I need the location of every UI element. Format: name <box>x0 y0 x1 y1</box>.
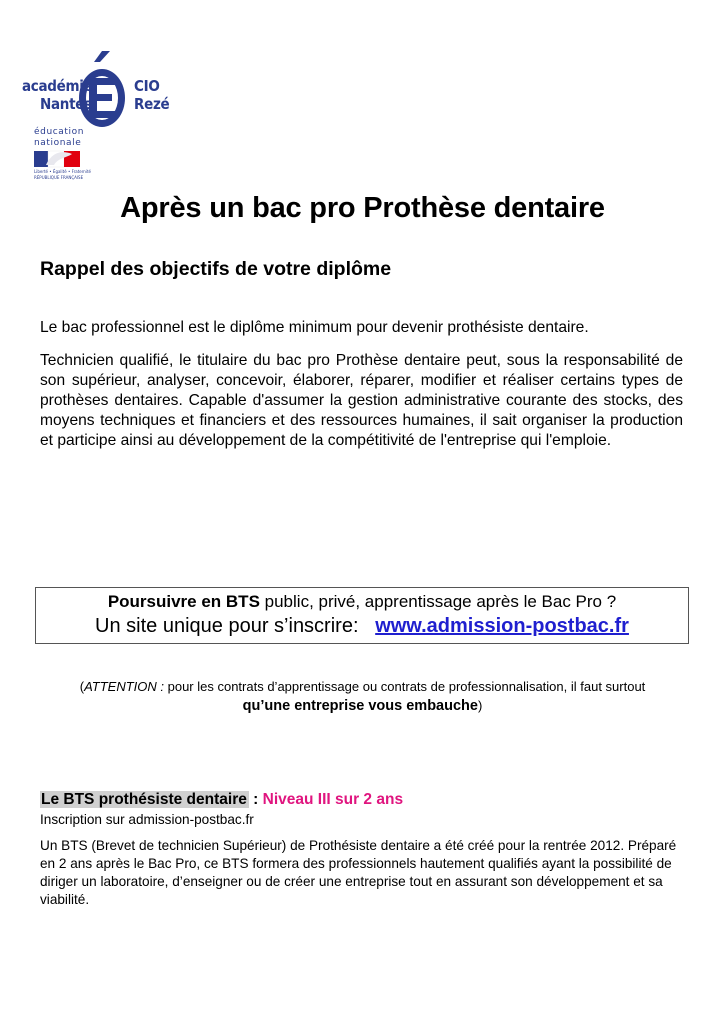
academie-e-emblem-icon <box>22 48 182 183</box>
logo-reze-text: Rezé <box>134 95 170 113</box>
bts-name-highlight: Le BTS prothésiste dentaire <box>41 791 247 808</box>
attention-open-paren: ( <box>79 679 85 694</box>
objectives-heading: Rappel des objectifs de votre diplôme <box>40 258 392 280</box>
attention-note <box>0 677 725 716</box>
academie-cio-logo <box>22 48 182 183</box>
logo-nantes-text: Nantes <box>40 95 92 113</box>
bts-inscription-text: Inscription sur admission-postbac.fr <box>40 812 254 827</box>
attention-text: pour les contrats d’apprentissage ou contrats de professionnalisation, il faut surtout <box>164 679 646 694</box>
logo-academie-text: académie <box>22 77 93 95</box>
bts-box-bold-text: Poursuivre en BTS <box>107 592 260 611</box>
attention-strong-text: qu’une entreprise vous embauche <box>242 698 478 714</box>
bts-box-line2 <box>36 613 688 639</box>
bts-description-paragraph: Un BTS (Brevet de technicien Supérieur) de Prothésiste dentaire a été créé pour la rentrée 2012. Préparé en 2 ans après le Bac Pro, ce BTS formera des professionnels hautement qualifiés ayant la possibilité de diriger un laboratoire, d’enseigner ou de créer une entreprise tout en assurant son développement et sa viabilité. <box>40 838 677 907</box>
bts-box-site-text: Un site unique pour s’inscrire: <box>95 615 359 637</box>
bts-title-separator: : <box>248 791 263 808</box>
logo-education-text: éducation <box>34 127 85 137</box>
logo-cio-text: CIO <box>134 77 160 95</box>
attention-label: ATTENTION : <box>84 679 164 694</box>
bts-section-title <box>40 790 403 810</box>
technicien-paragraph: Technicien qualifié, le titulaire du bac pro Prothèse dentaire peut, sous la responsabilité de son supérieur, analyser, concevoir, élaborer, réparer, modifier et réaliser certains types de prothèses dentaires. Capable d'assumer la gestion administrative courante des stocks, des moyens techniques et financiers et des ressources humaines, il sait organiser la production et participe ainsi au développement de la compétitivité de l'entreprise qui l'emploie. <box>40 352 683 449</box>
logo-motto-text: Liberté • Égalité • Fraternité <box>34 169 91 174</box>
logo-nationale-text: nationale <box>34 138 82 148</box>
attention-close-paren: ) <box>477 698 483 713</box>
page-title: Après un bac pro Prothèse dentaire <box>120 192 605 224</box>
bts-info-box <box>35 587 689 644</box>
minimum-diploma-paragraph: Le bac professionnel est le diplôme minimum pour devenir prothésiste dentaire. <box>40 319 589 336</box>
logo-republique-text: RÉPUBLIQUE FRANÇAISE <box>34 175 84 180</box>
bts-level-text: Niveau III sur 2 ans <box>262 791 404 808</box>
admission-postbac-link[interactable]: www.admission-postbac.fr <box>375 615 629 637</box>
bts-box-line1 <box>36 592 688 612</box>
bts-box-rest-text: public, privé, apprentissage après le Bac Pro ? <box>259 592 617 611</box>
